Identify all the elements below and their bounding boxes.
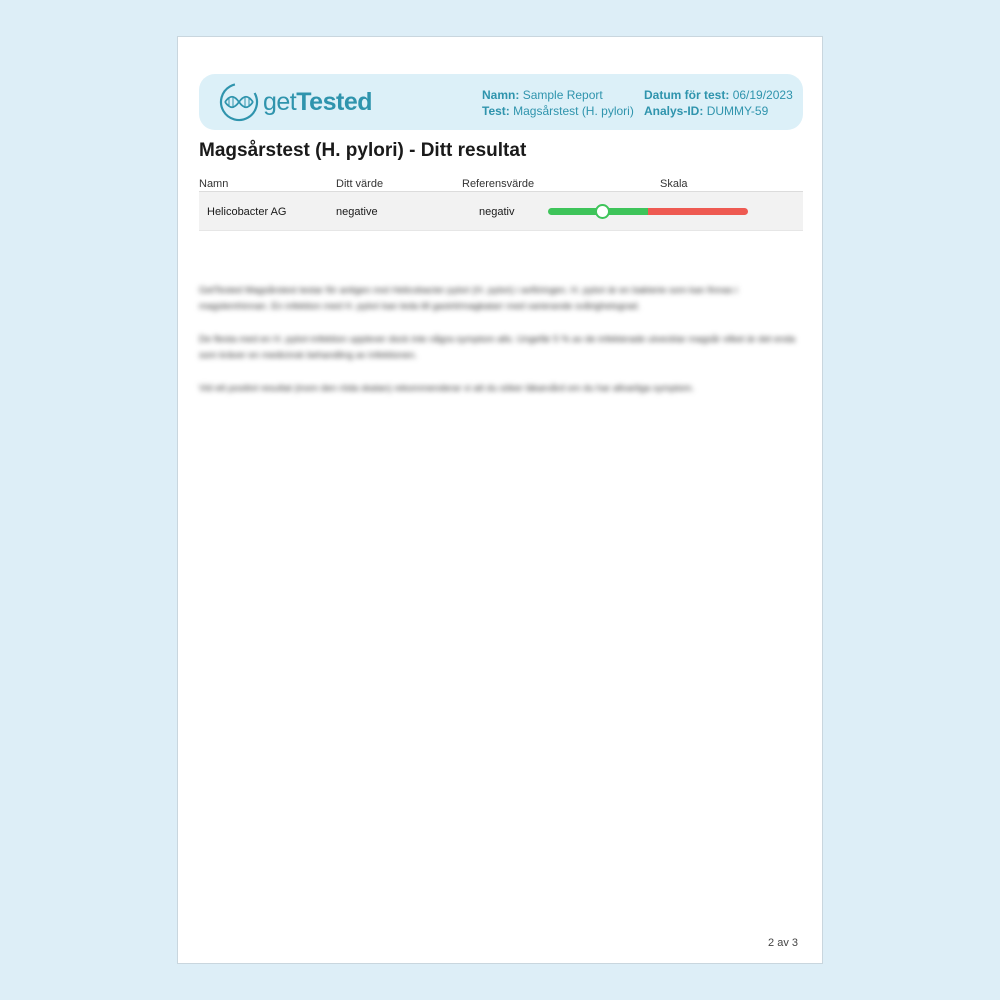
- body-paragraph-3: Vid ett positivt resultat (inom den röda skalan) rekommenderar vi att du söker läkarvård om du har allvarliga symptom.: [199, 383, 695, 394]
- page-title: Magsårstest (H. pylori) - Ditt resultat: [199, 140, 527, 161]
- body-paragraph-1: GetTested Magsårstest testar för antigen mot Helicobacter pylori (H. pylori) i avföringen. H. pylori är en bakterie som kan finnas i magslemhinnan. En infektion med H. pylori kan leda till gastrit/magkatarr med varierande svårighetsgrad.: [199, 285, 738, 312]
- meta-name-value: Sample Report: [522, 88, 603, 102]
- dna-logo-icon: [219, 82, 259, 122]
- meta-date-label: Datum för test:: [644, 88, 730, 102]
- logo-wordmark: [263, 88, 372, 117]
- scale-abnormal-range: [648, 208, 748, 215]
- meta-test: [482, 103, 634, 119]
- meta-date-value: 06/19/2023: [732, 88, 793, 102]
- meta-left: [482, 87, 634, 119]
- report-body-text: [199, 283, 803, 414]
- result-scale: [548, 208, 748, 215]
- meta-name: [482, 87, 634, 103]
- column-header-name: Namn: [199, 178, 229, 190]
- column-header-scale: Skala: [660, 178, 688, 190]
- logo-prefix: get: [263, 87, 297, 116]
- meta-id-label: Analys-ID:: [644, 104, 704, 118]
- meta-name-label: Namn:: [482, 88, 520, 102]
- body-paragraph-2: De flesta med en H. pylori-infektion upplever dock inte några symptom alls. Ungefär 5 % av de infekterade utvecklar magsår vilket är det enda som kräver en medicinsk behandling av infektionen.: [199, 334, 796, 361]
- meta-right: [644, 87, 793, 119]
- row-value: negative: [336, 206, 378, 218]
- report-header: [199, 74, 803, 130]
- page-number: 2 av 3: [768, 937, 798, 949]
- table-row: [199, 191, 803, 231]
- meta-test-value: Magsårstest (H. pylori): [513, 104, 634, 118]
- scale-marker: [595, 204, 610, 219]
- row-name: Helicobacter AG: [207, 206, 287, 218]
- row-reference: negativ: [479, 206, 515, 218]
- column-header-value: Ditt värde: [336, 178, 384, 190]
- meta-date: [644, 87, 793, 103]
- report-page: [177, 36, 823, 964]
- meta-test-label: Test:: [482, 104, 510, 118]
- column-header-reference: Referensvärde: [462, 178, 535, 190]
- gettested-logo: [219, 82, 372, 122]
- meta-id-value: DUMMY-59: [706, 104, 769, 118]
- meta-id: [644, 103, 793, 119]
- logo-suffix: Tested: [296, 87, 372, 116]
